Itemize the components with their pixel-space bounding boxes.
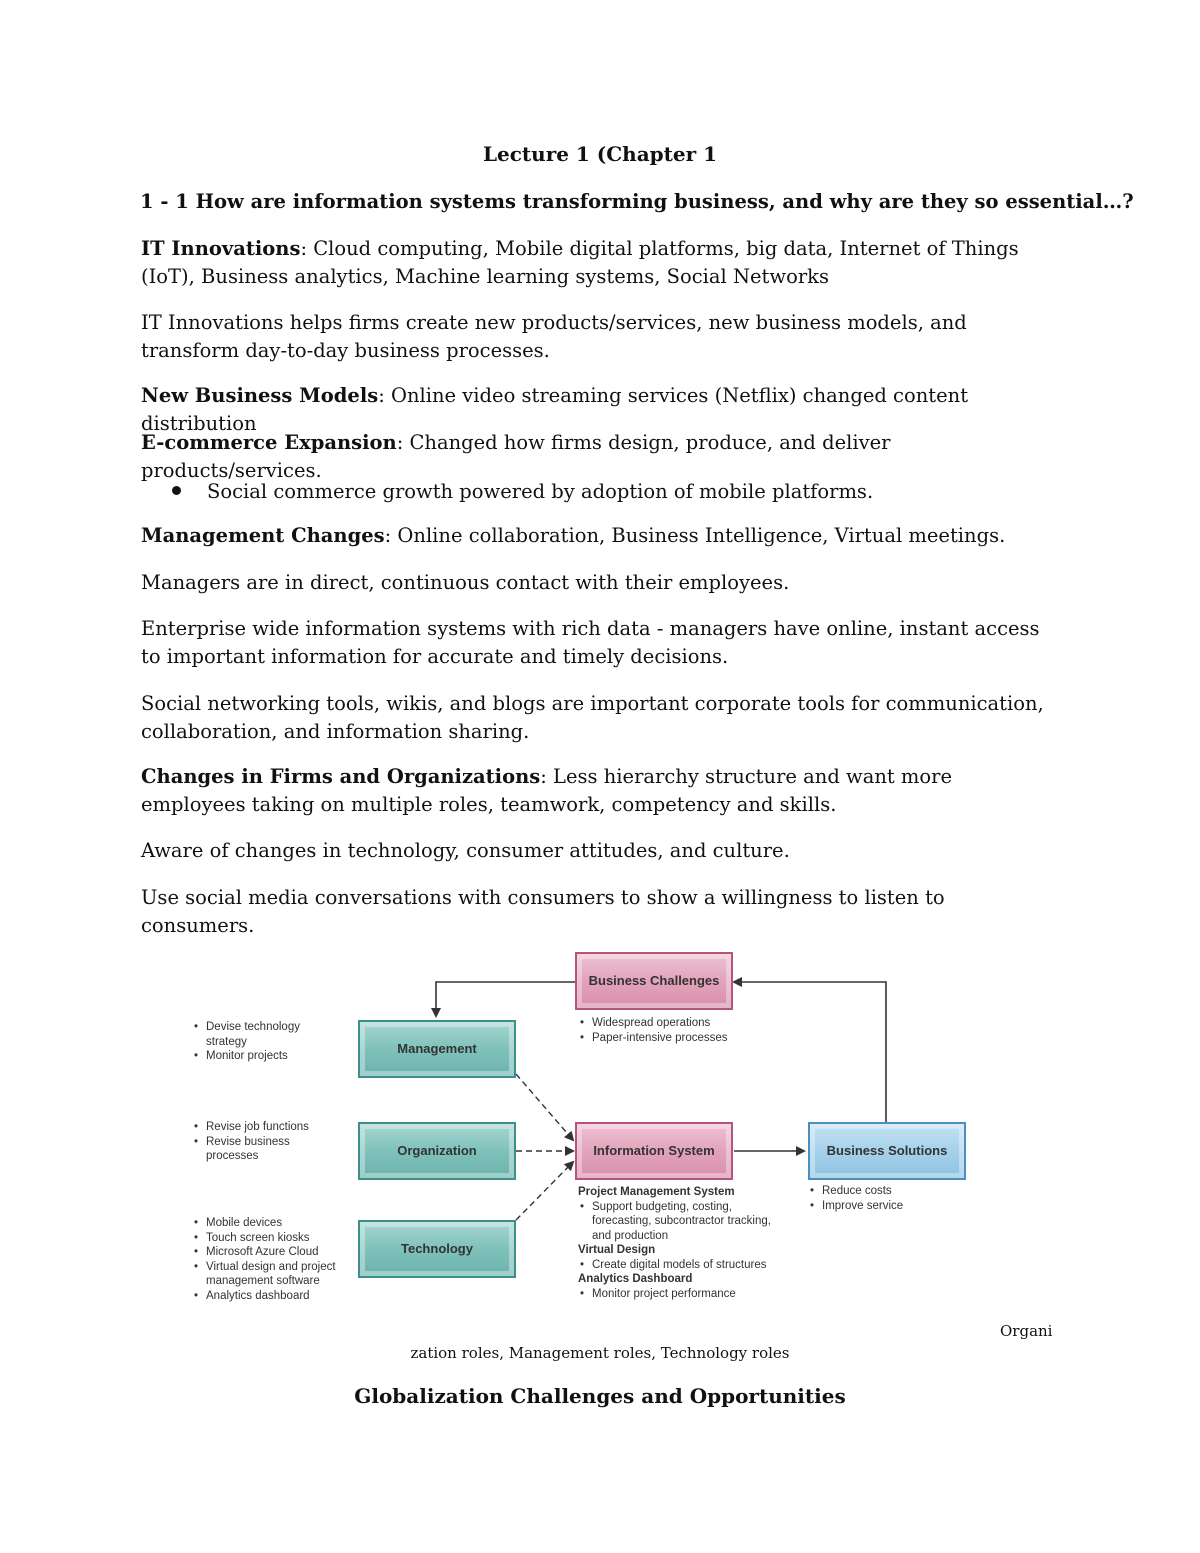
box-business-solutions: Business Solutions xyxy=(808,1122,966,1180)
arrow-solutions-to-challenges xyxy=(734,982,886,1122)
bullet-text: Social commerce growth powered by adoption of mobile platforms. xyxy=(207,480,874,503)
para-social-tools: Social networking tools, wikis, and blogs are important corporate tools for communication, collaboration, and information sharing. xyxy=(141,692,1044,743)
term-label: Changes in Firms and Organizations xyxy=(141,765,541,788)
box-management: Management xyxy=(358,1020,516,1078)
term-text: : Cloud computing, Mobile digital platforms, big data, Internet of Things (IoT), Business analytics, Machine learning systems, Social Networks xyxy=(141,237,1019,288)
caption-fragment: Organi xyxy=(1000,1322,1053,1340)
list-item: • Devise technology strategy xyxy=(192,1020,342,1049)
is-section-heading: Project Management System xyxy=(578,1186,735,1198)
term-text: : Changed how firms design, produce, and deliver products/services. xyxy=(141,431,891,482)
term-label: E-commerce Expansion xyxy=(141,431,397,454)
list-item: • Improve service xyxy=(808,1199,968,1214)
management-items xyxy=(192,1020,342,1064)
term-label: Management Changes xyxy=(141,524,385,547)
bullet-item xyxy=(172,478,873,506)
list-item: • Monitor project performance xyxy=(578,1287,808,1302)
information-system-diagram xyxy=(190,948,980,1318)
box-information-system: Information System xyxy=(575,1122,733,1180)
list-item: • Revise business processes xyxy=(192,1135,342,1164)
solutions-items xyxy=(808,1184,968,1213)
list-item: • Monitor projects xyxy=(192,1049,342,1064)
challenges-items xyxy=(578,1016,778,1045)
section-heading-globalization: Globalization Challenges and Opportunities xyxy=(354,1384,846,1408)
arrow-technology-to-is xyxy=(516,1162,573,1220)
information-system-details xyxy=(578,1185,808,1301)
list-item: • Microsoft Azure Cloud xyxy=(192,1245,342,1260)
list-item: • Analytics dashboard xyxy=(192,1289,342,1304)
technology-items xyxy=(192,1216,342,1303)
page-title: Lecture 1 (Chapter 1 xyxy=(482,142,718,166)
para-management-changes xyxy=(141,522,1051,550)
term-text: : Online collaboration, Business Intelligence, Virtual meetings. xyxy=(384,524,1006,547)
section-question: 1 - 1 How are information systems transforming business, and why are they so essential…? xyxy=(140,190,1134,213)
term-label: IT Innovations xyxy=(141,237,301,260)
list-item: • Mobile devices xyxy=(192,1216,342,1231)
box-organization: Organization xyxy=(358,1122,516,1180)
para-social-media: Use social media conversations with consumers to show a willingness to listen to consumers. xyxy=(141,886,945,937)
is-section-heading: Virtual Design xyxy=(578,1244,656,1256)
list-item: • Widespread operations xyxy=(578,1016,778,1031)
list-item: • Virtual design and project management software xyxy=(192,1260,342,1289)
organization-items xyxy=(192,1120,342,1164)
bullet-icon xyxy=(172,486,181,495)
term-text: : Less hierarchy structure and want more employees taking on multiple roles, teamwork, competency and skills. xyxy=(141,765,953,816)
list-item: • Revise job functions xyxy=(192,1120,342,1135)
box-business-challenges: Business Challenges xyxy=(575,952,733,1010)
para-aware: Aware of changes in technology, consumer attitudes, and culture. xyxy=(141,839,790,862)
figure-caption: zation roles, Management roles, Technology roles xyxy=(410,1344,790,1362)
arrow-management-to-is xyxy=(516,1074,573,1140)
para-it-innovations xyxy=(141,235,1051,290)
para-it-helps: IT Innovations helps firms create new products/services, new business models, and transform day-to-day business processes. xyxy=(141,311,967,362)
para-enterprise: Enterprise wide information systems with rich data - managers have online, instant access to important information for accurate and timely decisions. xyxy=(141,617,1040,668)
list-item: • Paper-intensive processes xyxy=(578,1031,778,1046)
para-ecommerce xyxy=(141,429,1051,484)
term-text: : Online video streaming services (Netflix) changed content distribution xyxy=(141,384,969,435)
term-label: New Business Models xyxy=(141,384,379,407)
para-changes-firms xyxy=(141,763,1051,818)
list-item: • Support budgeting, costing, forecasting, subcontractor tracking, and production xyxy=(578,1200,772,1244)
is-section-heading: Analytics Dashboard xyxy=(578,1273,693,1285)
list-item: • Reduce costs xyxy=(808,1184,968,1199)
list-item: • Touch screen kiosks xyxy=(192,1231,342,1246)
arrow-challenges-to-management xyxy=(436,982,575,1016)
box-technology: Technology xyxy=(358,1220,516,1278)
para-managers: Managers are in direct, continuous contact with their employees. xyxy=(141,571,790,594)
list-item: • Create digital models of structures xyxy=(578,1258,808,1273)
